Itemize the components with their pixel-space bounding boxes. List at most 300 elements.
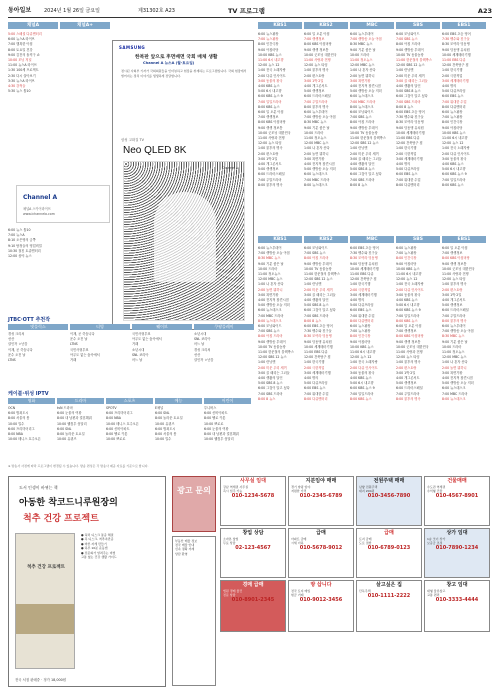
program-row: 2:00 편스토랑 bbox=[304, 73, 325, 78]
program-row: 6:00 EBS 뉴스 bbox=[304, 386, 326, 391]
classified-left-ad bbox=[172, 536, 216, 686]
classified-body-line: 대지 200평 bbox=[359, 489, 375, 494]
program-row: 8:00 아침 드라마 bbox=[350, 120, 375, 125]
program-row: 7:00 일일드라마 bbox=[258, 99, 282, 104]
channel-header-lower-1: KBS2 bbox=[304, 236, 348, 243]
iptv-item: 8:00 놀라운 토요일 bbox=[155, 416, 183, 421]
program-row: 7:00 주말드라마 bbox=[304, 99, 328, 104]
classified-body-line: 보증금 조정 bbox=[427, 541, 443, 546]
program-row: 5:00 SBS 8 뉴스 bbox=[350, 167, 375, 172]
program-row: 5:00 6시 내고향 bbox=[350, 381, 374, 386]
classified-ad-header bbox=[172, 476, 216, 532]
iptv-item: 10:00 뽀로로 bbox=[106, 437, 126, 442]
program-row: 10:00 세계테마기행 bbox=[350, 266, 379, 271]
program-row: 3:00 동물의 왕국 bbox=[442, 156, 467, 161]
program-row: 1:00 불후의 명곡 bbox=[442, 282, 467, 287]
ott-column-3 bbox=[194, 332, 254, 386]
program-row: 7:00 뉴스광장 bbox=[258, 37, 279, 42]
iptv-column-1 bbox=[57, 406, 104, 462]
left-channel-listing-2 bbox=[8, 228, 110, 312]
program-row: 10:00 굿모닝 대한민국 bbox=[258, 130, 291, 135]
program-row: 6:00 뉴스데스크 bbox=[350, 94, 374, 99]
classified-title: 지분임야 매매 bbox=[305, 478, 337, 484]
classified-title: 급매 bbox=[316, 530, 326, 536]
tv-figure bbox=[154, 192, 216, 282]
classified-phone: 010-9012-3456 bbox=[299, 597, 343, 604]
program-row: 6:00 KBS 뉴스 9 bbox=[442, 172, 467, 177]
channel-column-2 bbox=[350, 32, 394, 232]
program-row: 3:00 세계테마기행 bbox=[304, 370, 331, 375]
iptv-header-2: 스포츠 bbox=[106, 398, 153, 404]
program-row: 7:00 생방송 오늘 아침 bbox=[258, 251, 290, 256]
program-row: 7:00 위대한 수업 bbox=[350, 313, 375, 318]
classified-phone: 010-6789-0123 bbox=[367, 545, 411, 552]
program-row: 6:00 EBS 초등 영어 bbox=[350, 246, 379, 250]
program-row: 3:00 1박 2일 bbox=[304, 78, 324, 83]
program-row: 9:00 아침마당 bbox=[258, 47, 279, 52]
program-row: 9:00 김진의 돌직구 쇼 bbox=[8, 52, 40, 57]
program-row: 6:00 뉴스데스크 bbox=[442, 386, 466, 391]
program-row: 11:00 사랑과 전쟁 bbox=[396, 350, 423, 355]
program-row: 6:00 뉴스데스크 bbox=[258, 308, 282, 313]
iptv-item: 6:00 신비아파트 bbox=[106, 426, 130, 431]
program-row: 8:00 아침 드라마 bbox=[396, 42, 421, 47]
program-row: 7:30 펭수와 친구들 bbox=[304, 329, 332, 334]
program-row: 7:30 펭수와 친구들 bbox=[396, 115, 424, 120]
program-row: 11:00 사랑과 전쟁 bbox=[442, 272, 469, 277]
program-row: 5:00 생방송 오늘 저녁 bbox=[258, 303, 290, 308]
channel-header-3: SBS bbox=[396, 22, 440, 29]
program-row: 10:00 TV 동물농장 bbox=[396, 52, 424, 57]
program-row: 6:00 뉴스광장 bbox=[396, 246, 417, 250]
iptv-item: 10:00 웰컴투 삼달리 bbox=[57, 421, 87, 426]
classified-phone: 010-3333-4444 bbox=[435, 597, 479, 604]
iptv-item: 10:00 유퀴즈 bbox=[57, 437, 77, 442]
program-row: 1:00 한국기행 bbox=[396, 146, 417, 151]
classified-title: 살고싶은 집 bbox=[376, 582, 402, 588]
channel-column-lower-1 bbox=[304, 246, 348, 460]
classified-body-line: 시세 이하 bbox=[291, 541, 304, 546]
iptv-item: OCN bbox=[8, 406, 16, 410]
program-row: 8:00 KBS 아침마당 bbox=[258, 120, 286, 125]
program-row: 3:00 복면가왕 bbox=[304, 156, 325, 161]
program-row: 12:00 건축탐구 집 bbox=[304, 355, 331, 360]
program-row: 7:00 SBS 뉴스 bbox=[396, 37, 418, 42]
iptv-item: 10:00 밀수 bbox=[8, 421, 25, 426]
program-row: 7:00 뉴스A bbox=[8, 233, 25, 238]
ott-item: 아무도 없는 숲속에서 bbox=[70, 352, 100, 357]
iptv-item: E채널 bbox=[155, 406, 164, 410]
program-row: 6:00 EBS 초등 영어 bbox=[304, 324, 333, 329]
program-row: 3:00 골 때리는 그녀들 bbox=[258, 370, 290, 375]
program-row: 9:00 딩동댕 유치원 bbox=[442, 47, 470, 52]
iptv-item: 6:00 프리미어리그 bbox=[8, 426, 35, 431]
program-row: 8:00 8 뉴스 bbox=[304, 318, 322, 323]
program-row: 8:00 KBS 뉴스 bbox=[258, 104, 280, 109]
channel-column-4 bbox=[442, 32, 486, 232]
ott-item: 국민사형투표 bbox=[132, 332, 151, 336]
channel-header-0: KBS1 bbox=[258, 22, 302, 29]
program-row: 11:00 한문철의 블랙박스 bbox=[304, 272, 340, 277]
ott-item: 살인자 ㅇ난감 bbox=[194, 358, 214, 363]
program-row: 5:00 6시 내고향 bbox=[258, 89, 282, 94]
program-row: 7:00 생생정보 bbox=[442, 251, 463, 256]
program-row: 1:00 나 혼자 산다 bbox=[442, 360, 468, 365]
program-row: 3:00 복면가왕 bbox=[350, 78, 371, 83]
program-row: 2:00 놀면 뭐하니 bbox=[258, 287, 283, 292]
program-row: 8:00 KBS 아침마당 bbox=[442, 256, 470, 261]
channel-column-lower-4 bbox=[442, 246, 486, 460]
program-row: 1:00 런닝맨 bbox=[350, 146, 368, 151]
program-row: 4:00 KBS 뉴스 bbox=[258, 84, 280, 89]
ott-item: LTNS bbox=[8, 358, 16, 363]
program-row: 2:00 극한직업 bbox=[442, 73, 463, 78]
ott-item: 경성 크리처 bbox=[8, 332, 25, 336]
ott-item: 어느 날 bbox=[194, 342, 205, 347]
ott-item: 어느 날 bbox=[132, 358, 143, 363]
program-row: 10:00 세계테마기행 bbox=[304, 344, 333, 349]
iptv-item: 6:00 SNL bbox=[155, 411, 170, 416]
newspaper-name: 동아일보 bbox=[8, 7, 32, 14]
program-row: 5:00 다큐프라임 bbox=[442, 89, 466, 94]
program-row: 10:00 모닝 저널 bbox=[8, 58, 32, 63]
program-row: 7:00 행복한 아침 bbox=[8, 42, 33, 47]
ott-item: 경성 크리처 bbox=[194, 347, 211, 352]
program-row: 6:00 EBS 뉴스 bbox=[442, 94, 464, 99]
program-row: 12:00 MBC 뉴스 bbox=[258, 277, 283, 282]
program-row: 7:00 생생정보 bbox=[396, 329, 417, 334]
program-row: 5:00 다큐프라임 bbox=[350, 303, 374, 308]
classified-body-line: 단독주택 bbox=[359, 589, 371, 593]
program-row: 3:00 세계테마기행 bbox=[396, 156, 423, 161]
program-row: 3:00 골 때리는 그녀들 bbox=[396, 78, 428, 83]
classified-body-line: 전국 토지 매입 bbox=[291, 589, 311, 593]
classified-body-line: 법원 경매 물건 bbox=[223, 589, 243, 593]
classified-body-line: 대형 물류창고 bbox=[427, 589, 446, 593]
program-row: 6:00 드라마스페셜 bbox=[442, 308, 469, 313]
program-row: 12:00 건축탐구 집 bbox=[350, 277, 377, 282]
iptv-item: 10:00 테니스 호주오픈 bbox=[8, 437, 41, 442]
classified-ad-cell bbox=[288, 528, 354, 578]
program-row: 11:00 정오뉴스 bbox=[442, 350, 465, 355]
program-row: 12:00 뉴스 12 bbox=[442, 141, 464, 146]
ott-item: 운수 오진 날 bbox=[8, 352, 26, 357]
program-row: 7:00 위대한 수업 bbox=[396, 177, 421, 182]
ott-item: 이재, 곧 죽습니다 bbox=[8, 347, 33, 352]
program-row: 4:00 생활의 달인 bbox=[350, 162, 375, 167]
program-row: 1:00 전국 노래자랑 bbox=[350, 360, 378, 365]
program-row: 10:00 드라마 bbox=[442, 344, 462, 349]
program-row: 4:00 전지적 참견시점 bbox=[442, 376, 473, 381]
program-row: 8:00 8 뉴스 bbox=[396, 104, 414, 109]
program-row: 5:00 스페셜 다큐멘터리 bbox=[8, 32, 42, 36]
program-row: 4:00 생활의 달인 bbox=[258, 376, 283, 381]
book-note: ● 하루 10분 운동법 bbox=[81, 546, 108, 551]
classified-body-line: 수익형 건물 bbox=[427, 489, 443, 494]
program-row: 5:00 다큐프라임 bbox=[396, 167, 420, 172]
book-note: ● 전문의가 알려주는 비법 bbox=[81, 550, 116, 555]
program-row: 7:00 SBS 뉴스 bbox=[350, 115, 372, 120]
program-row: 3:00 동물의 왕국 bbox=[396, 292, 421, 297]
ott-item: 이재, 곧 죽습니다 bbox=[70, 332, 95, 336]
program-row: 6:00 뉴스데스크 bbox=[304, 172, 328, 177]
iptv-item: 8:00 헬로 카봇 bbox=[106, 432, 128, 437]
book-note: 고통 없는 건강 생활 가이드 bbox=[81, 555, 117, 560]
program-row: 7:00 MBC 드라마 bbox=[442, 391, 468, 396]
program-row: 11:00 정오뉴스 bbox=[258, 272, 281, 277]
program-row: 9:00 기분 좋은 날 bbox=[258, 261, 284, 266]
program-row: 2:00 극한직업 bbox=[304, 365, 325, 370]
program-row: 10:00 TV 동물농장 bbox=[350, 130, 378, 135]
iptv-item: 8:00 내 남편과 결혼해줘 bbox=[204, 432, 239, 437]
ott-item: 선산 bbox=[8, 337, 15, 342]
program-row: 5:00 생방송 오늘 저녁 bbox=[304, 167, 336, 172]
program-row: 8:00 인간극장 bbox=[350, 334, 371, 339]
program-row: 12:00 뉴스 타임 bbox=[304, 63, 328, 68]
program-row: 4:00 명의 bbox=[304, 376, 319, 381]
program-row: 3:00 1박 2일 bbox=[396, 370, 416, 375]
program-row: 11:00 정오뉴스 bbox=[304, 136, 327, 141]
samsung-body: 정시된 사회부 기자가 국회의원들을 인터뷰하고 현장을 취재하는 프로그램입니다. 국회 현장에서 벌어지는 정치 이야기를 생생하게 전달합니다. bbox=[121, 69, 247, 78]
program-row: 11:00 뉴스A 라이브 bbox=[8, 63, 37, 68]
classified-body-line: 즉시 입주 가능 bbox=[223, 489, 243, 494]
program-row: 1:00 전국 노래자랑 bbox=[396, 282, 424, 287]
program-row: 8:10 오은영의 금쪽 bbox=[8, 238, 36, 243]
classified-ad-cell bbox=[424, 476, 490, 526]
book-ad-title-1: 아동한 착코드니루원장의 bbox=[19, 498, 118, 508]
program-row: 5:00 생생정보 bbox=[258, 167, 279, 172]
channel-a-logo-box bbox=[16, 185, 110, 223]
program-row: 1:00 불후의 명곡 bbox=[304, 68, 329, 73]
ott-header-0: 넷플릭스 bbox=[8, 324, 68, 330]
iptv-item: 10:00 뽀로로 bbox=[204, 421, 224, 426]
program-row: 12:00 SBS 12 뉴스 bbox=[304, 277, 333, 282]
issue-number: 제31302호 A23 bbox=[138, 8, 175, 14]
program-row: 3:00 복면가왕 bbox=[258, 292, 279, 297]
program-row: 7:00 주말드라마 bbox=[442, 313, 466, 318]
program-row: 7:00 일일드라마 bbox=[442, 177, 466, 182]
program-row: 11:00 한문철의 블랙박스 bbox=[396, 58, 432, 63]
samsung-logo: SAMSUNG bbox=[119, 45, 146, 50]
samsung-product-name: Neo QLED 8K bbox=[123, 145, 187, 156]
channel-header-2: MBC bbox=[350, 22, 394, 29]
program-row: 8:30 MBC 뉴스 bbox=[258, 256, 281, 261]
program-row: 8:00 뉴스데스크 bbox=[304, 182, 328, 187]
classified-title: 건물매매 bbox=[447, 478, 467, 484]
channel-header-lower-2: MBC bbox=[350, 236, 394, 243]
program-row: 6:00 일 오분 아침 bbox=[258, 110, 284, 115]
program-row: 8:30 MBC 뉴스 bbox=[304, 120, 327, 125]
program-row: 9:00 생생 정보통 bbox=[258, 125, 283, 130]
channel-a-logo: Channel A bbox=[23, 194, 58, 201]
program-row: 10:00 KBS 뉴스 bbox=[258, 52, 282, 57]
classified-title: 사무실 임대 bbox=[240, 478, 266, 484]
section-title: TV 프로그램 bbox=[228, 7, 265, 15]
program-row: 3:00 복면가왕 bbox=[442, 370, 463, 375]
program-row: 11:00 사랑과 전쟁 bbox=[258, 136, 285, 141]
program-row: 12:00 심야 뉴스 bbox=[8, 254, 32, 259]
book-note: ● 허리 디스크 통증 해결 bbox=[81, 533, 114, 537]
program-row: 12:00 뉴스 12 bbox=[396, 277, 418, 282]
program-row: 5:00 6시 내고향 bbox=[396, 303, 420, 308]
program-row: 9:00 기분 좋은 날 bbox=[350, 47, 376, 52]
book-note: ● 목 디스크, 척추측만증 bbox=[81, 537, 114, 542]
program-row: 5:00 생방송 오늘 저녁 bbox=[350, 89, 382, 94]
program-row: 6:00 뉴스투데이 bbox=[442, 324, 466, 329]
channel-column-0 bbox=[258, 32, 302, 232]
program-row: 4:00 개그콘서트 bbox=[442, 298, 466, 303]
book-cover-title: 척추 건강 프로젝트 bbox=[27, 565, 65, 570]
classified-phone: 010-7890-1234 bbox=[435, 545, 479, 552]
program-row: 7:00 생방송 오늘 아침 bbox=[304, 115, 336, 120]
iptv-item: 6:00 눈물의 여왕 bbox=[204, 426, 229, 431]
iptv-header-4: 어린이 bbox=[204, 398, 251, 404]
classified-ad-cell bbox=[424, 528, 490, 578]
program-row: 8:00 8 뉴스 bbox=[258, 396, 276, 401]
classified-phone: 010-2345-6789 bbox=[299, 493, 343, 500]
program-row: 5:00 SBS 8 뉴스 bbox=[258, 381, 283, 386]
program-row: 4:00 KBS 뉴스 bbox=[396, 298, 418, 303]
iptv-item: 6:00 SNL bbox=[57, 426, 72, 431]
program-row: 11:00 6시 내고향 bbox=[350, 350, 376, 355]
book-ad-title-2: 척추 건강 프로젝트 bbox=[23, 514, 99, 524]
program-row: 1:00 런닝맨 bbox=[304, 282, 322, 287]
schedule-disclaimer: ※ 방송사 사정에 따라 프로그램이 변경될 수 있습니다. 방송 편성은 각 방송사 제공 자료를 기준으로 합니다. bbox=[8, 464, 149, 468]
program-row: 8:00 다큐멘터리 bbox=[396, 182, 420, 187]
program-row: 6:00 EBS 뉴스 bbox=[396, 172, 418, 177]
program-row: 11:00 EBS 다큐 bbox=[396, 136, 420, 141]
program-row: 10:00 굿모닝 대한민국 bbox=[304, 52, 337, 57]
book-ad-notes bbox=[81, 533, 161, 559]
program-row: 1:00 나 혼자 산다 bbox=[258, 282, 284, 287]
program-row: 9:10 탐정들의 영업비밀 bbox=[8, 243, 42, 248]
program-row: 4:00 명의 bbox=[396, 162, 411, 167]
ott-item: 거래 bbox=[70, 358, 77, 363]
book-ad bbox=[8, 476, 166, 687]
ott-column-0 bbox=[8, 332, 68, 386]
iptv-item: 8:00 NBA bbox=[106, 416, 121, 421]
program-row: 10:00 TV 동물농장 bbox=[304, 266, 332, 271]
channel-header-lower-3: SBS bbox=[396, 236, 440, 243]
program-row: 8:00 불후의 명곡 bbox=[304, 104, 329, 109]
program-row: 10:00 드라마 bbox=[350, 52, 370, 57]
classified-body-line: 토지 급매 bbox=[359, 537, 372, 541]
iptv-item: 8:00 놀라운 토요일 bbox=[57, 432, 85, 437]
program-row: 12:00 뉴스 타임 bbox=[396, 355, 420, 360]
program-row: 8:00 인간극장 bbox=[442, 120, 463, 125]
program-row: 5:00 SBS 8 뉴스 bbox=[304, 303, 329, 308]
program-row: 10:00 KBS 뉴스 bbox=[442, 130, 466, 135]
program-row: 12:00 SBS 12 뉴스 bbox=[396, 63, 425, 68]
program-row: 4:00 생활의 달인 bbox=[304, 298, 329, 303]
ott-header-2: 웨이브 bbox=[132, 324, 192, 330]
program-row: 11:00 한문철의 블랙박스 bbox=[258, 350, 294, 355]
channel-header-4: EBS1 bbox=[442, 22, 486, 29]
program-row: 3:00 1박 2일 bbox=[442, 292, 462, 297]
program-row: 4:30 강적들 bbox=[8, 84, 26, 89]
program-row: 7:00 위대한 수업 bbox=[442, 99, 467, 104]
program-row: 6:00 EBS 초등 영어 bbox=[442, 32, 471, 36]
channel-header-1: KBS2 bbox=[304, 22, 348, 29]
program-row: 9:00 생생 정보통 bbox=[304, 47, 329, 52]
program-row: 12:00 뉴스 12 bbox=[350, 355, 372, 360]
program-row: 6:00 모닝와이드 bbox=[304, 246, 328, 250]
classified-phone: 010-3456-7890 bbox=[367, 493, 411, 500]
iptv-item: 10:00 유퀴즈 bbox=[155, 421, 175, 426]
program-row: 7:00 주말드라마 bbox=[258, 177, 282, 182]
ott-column-2 bbox=[132, 332, 192, 386]
iptv-item: 6:00 신비아파트 bbox=[204, 411, 228, 416]
classified-title: 창고 임대 bbox=[446, 582, 468, 588]
book-ad-top: 도서 인생이 바뀌는 책 bbox=[19, 485, 58, 490]
program-row: 4:00 개그콘서트 bbox=[396, 376, 420, 381]
program-row: 7:00 SBS 뉴스 bbox=[304, 251, 326, 256]
tv-image bbox=[123, 161, 245, 321]
program-row: 6:00 뉴스광장 bbox=[350, 324, 371, 329]
program-row: 8:30 MBC 뉴스 bbox=[350, 42, 373, 47]
program-row: 8:00 아침 드라마 bbox=[258, 334, 283, 339]
classified-left-line: 부동산 매물 정보 bbox=[175, 539, 198, 543]
classified-ad-cell bbox=[356, 528, 422, 578]
program-row: 12:00 MBC 뉴스 bbox=[304, 141, 329, 146]
classified-title: 상가 임대 bbox=[446, 530, 468, 536]
program-row: 2:00 편스토랑 bbox=[442, 287, 463, 292]
classified-ad-cell bbox=[424, 580, 490, 632]
program-row: 4:00 KBS 뉴스 bbox=[350, 376, 372, 381]
iptv-header-1: 드라마 bbox=[57, 398, 104, 404]
program-row: 12:00 MBC 뉴스 bbox=[350, 63, 375, 68]
program-row: 2:00 다큐 인사이트 bbox=[442, 151, 470, 156]
iptv-item: 6:00 프리미어리그 bbox=[106, 411, 133, 416]
program-row: 9:00 아침마당 bbox=[442, 125, 463, 130]
ott-item: LTNS bbox=[70, 342, 78, 347]
classified-title: 전원주택 매매 bbox=[373, 478, 405, 484]
program-row: 8:30 MBC 뉴스 bbox=[442, 334, 465, 339]
classified-left-line: 전국 매물 안내 bbox=[175, 543, 195, 548]
classified-ad-cell bbox=[356, 580, 422, 632]
channel-a-url: www.ichannela.com bbox=[23, 212, 55, 216]
program-row: 8:00 토요일 건강 bbox=[8, 47, 33, 52]
program-row: 2:00 편스토랑 bbox=[396, 365, 417, 370]
program-row: 4:00 전지적 참견시점 bbox=[304, 162, 335, 167]
program-row: 8:00 불후의 명곡 bbox=[396, 396, 421, 401]
channel-column-lower-2 bbox=[350, 246, 394, 460]
program-row: 9:00 생방송 투데이 bbox=[396, 47, 424, 52]
program-row: 7:00 SBS 드라마 bbox=[258, 391, 283, 396]
program-row: 10:00 드라마 bbox=[258, 266, 278, 271]
ott-item: 국민사형투표 bbox=[70, 347, 89, 352]
program-row: 1:00 불후의 명곡 bbox=[396, 360, 421, 365]
program-row: 1:00 나 혼자 산다 bbox=[304, 146, 330, 151]
iptv-item: tvN 드라마 bbox=[57, 406, 73, 410]
program-row: 6:00 뉴스광장 bbox=[258, 32, 279, 36]
iptv-item: 8:00 서울의 봄 bbox=[155, 432, 177, 437]
program-row: 7:00 생생정보 bbox=[304, 37, 325, 42]
program-row: 8:00 뉴스데스크 bbox=[258, 318, 282, 323]
classified-body-line: 1층 코너 상가 bbox=[427, 537, 446, 541]
publication-date: 2024년 1월 26일 금요일 bbox=[44, 8, 101, 14]
program-row: 5:00 생생정보 bbox=[396, 381, 417, 386]
program-row: 6:00 그것이 알고 싶다 bbox=[304, 308, 336, 313]
classified-body-line: 남향 전원주택 bbox=[359, 485, 378, 489]
program-row: 8:00 KBS 뉴스 bbox=[350, 396, 372, 401]
program-row: 6:00 그것이 알고 싶다 bbox=[258, 386, 290, 391]
program-row: 12:00 건축탐구 집 bbox=[442, 63, 469, 68]
program-row: 11:00 6시 내고향 bbox=[442, 136, 468, 141]
program-row: 8:00 다큐멘터리 bbox=[442, 104, 466, 109]
iptv-section-title: 케이블·위성 IPTV bbox=[8, 391, 49, 397]
iptv-column-4 bbox=[204, 406, 251, 462]
